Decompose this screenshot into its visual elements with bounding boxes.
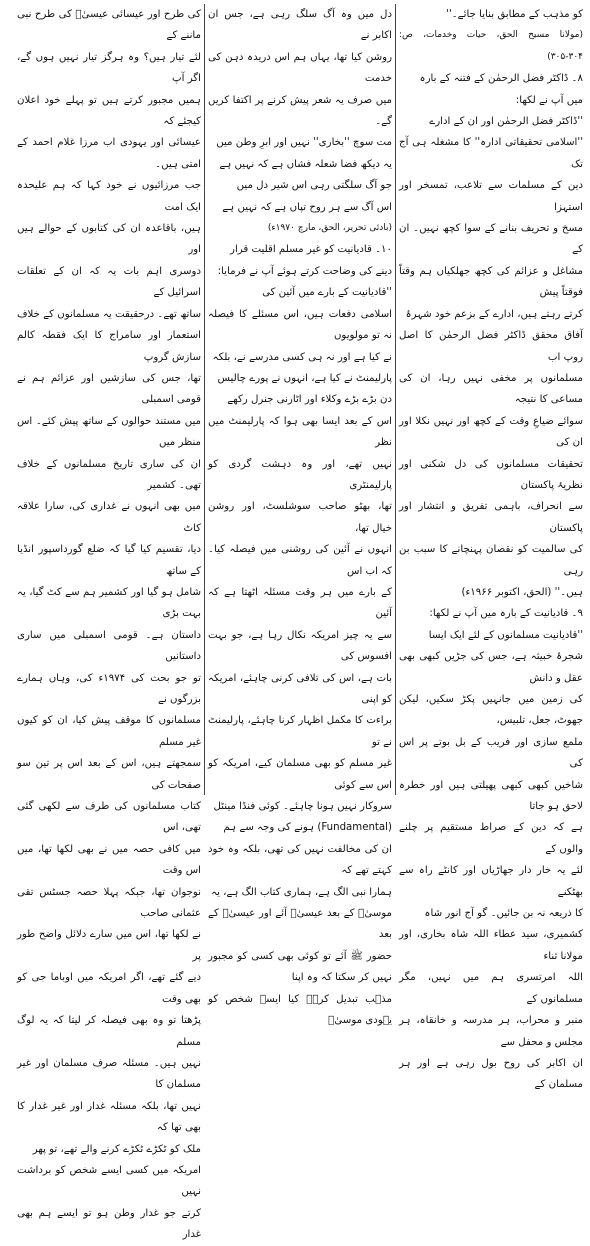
text-line: داستان ہے۔ قومی اسمبلی میں ساری داستانیں — [17, 629, 201, 663]
text-line: سوائے ضیاعِ وقت کے کچھ اور نہیں نکلا اور ان کی — [399, 415, 583, 449]
citation-line: (مولانا مسیح الحق، حیات وخدمات، ص: ۳۰۴-۳۰۵) — [399, 30, 583, 62]
text-line: مسلمانوں کا موقف پیش کیا، ان کو کیوں غیر مسلم — [17, 715, 201, 748]
text-line: دل میں وہ آگ سلگ رہی ہے، جس ان اکابر نے — [208, 9, 392, 42]
text-line: ملمع سازی اور فریب کے بل بوتے پر اس کی — [399, 736, 583, 770]
text-line: ہمیں مجبور کرتے ہیں تو پہلے خود اعلان کیجئے کہ — [17, 94, 201, 128]
text-line: حضور ﷺ آئے تو کوئی بھی کسی کو مجبور نہیں کر سکتا کہ وہ اپنا — [208, 950, 392, 984]
text-line: ملک کو ٹکڑے ٹکڑے کرنے والے تھے، تو پھر — [32, 1143, 201, 1155]
text-line: (Fundamental) ہونے کی وجہ سے ہم — [223, 822, 392, 834]
text-line: براءت کا مکمل اظہار کرنا چاہئے، پارلیمنٹ نے تو — [208, 715, 392, 748]
text-line: کی زمین میں جانہیں پکڑ سکیں، لیکن جھوٹ، جعل، تلبیس، — [399, 694, 583, 727]
text-line: ان کی ساری تاریخ مسلمانوں کے خلاف تھی۔ کشمیر — [17, 458, 201, 491]
text-line: میں کافی حصہ میں نے بھی لکھا تھا، میں اس وقت — [17, 843, 201, 877]
text-line: میں آپ نے لکھا: — [515, 94, 583, 106]
text-line: اسلامی دفعات ہیں، اس مسئلے کا فیصلہ نہ تو مولویوں — [208, 308, 392, 342]
text-line: نے کیا ہے اور نہ ہی کسی مدرسے نے، بلکہ — [212, 351, 392, 363]
text-line: ''قادیانیت کے بارے میں آئین کی — [262, 287, 392, 299]
text-line: روشن کیا تھا، یہاں ہم اس دریدہ دہن کی خدمت — [208, 51, 392, 85]
text-line: استعمار اور سامراج کا ایک فقطہ کالم سازش گروپ — [17, 330, 201, 363]
text-line: نہیں تھے، اور وہ دہشت گردی کو پارلیمنٹری — [208, 458, 392, 491]
text-line: ہیں، باقاعدہ ان کی کتابوں کے حوالے ہیں اور — [17, 223, 201, 256]
text-line: تو جو بحث کی ۱۹۷۴ء کی، وہاں ہمارے بزرگوں نے — [17, 672, 201, 705]
text-line: میں مستند حوالوں کے ساتھ پیش کئے۔ اس منظر میں — [17, 415, 201, 449]
text-line: دوسری اہم بات یہ کہ ان کے تعلقات اسرائیل کے — [17, 265, 201, 299]
text-line: شاخیں کبھی کبھی پھیلتی ہیں اور خطرہ لاحق ہو جاتا — [399, 779, 583, 813]
text-line: میں صرف یہ شعر پیش کرنے پر اکتفا کریں گے۔ — [208, 94, 392, 128]
text-line: موسیٰؑ کے بعد عیسیٰؑ آئے اور عیسیٰؑ کے بعد — [208, 908, 392, 941]
text-line: ۸۔ ڈاکٹر فضل الرحمٰن کے فتنہ کے بارہ — [419, 73, 583, 85]
text-line: مشاغل و عزائم کی کچھ جھلکیاں ہم وقتاً فوقتاً پیش — [399, 265, 583, 299]
verse-line: مت سوچ ''بخاری'' نہیں اور ابرِ وطن میں — [216, 137, 392, 149]
text-line: کو مذہب کے مطابق بنایا جائے۔'' — [446, 9, 583, 20]
text-column-middle — [205, 4, 395, 1027]
verse-line: یہ دیکھ فضا شعلہ فشاں ہے کہ نہیں ہے — [219, 158, 392, 170]
text-line: ہے کہ دین کے صراط مستقیم پر چلنے والوں کے — [399, 822, 583, 855]
text-line: آفاق محقق ڈاکٹر فضل الرحمٰن کا اصل روپ اب — [399, 330, 583, 363]
text-line: اس کے بعد ایسا بھی ہوا کہ پارلیمنٹ میں نظر — [208, 415, 392, 449]
text-line: کی سالمیت کو نقصان پہنچانے کا سبب بن رہی — [399, 544, 583, 577]
text-line: سمجھتے ہیں، اس کے بعد اس پر تین سو صفحات کی — [17, 758, 201, 791]
text-line: ہمارا نبی الگ ہے، ہماری کتاب الگ ہے، یہ — [211, 886, 392, 898]
column-divider — [395, 4, 396, 795]
text-line: نہیں تھا، بلکہ مسئلہ غدار اور غیر غدار کا بھی تھا کہ — [17, 1100, 201, 1134]
text-line: بات ہے، اس کی تلافی کرنی چاہئے، امریکہ کو اپنی — [208, 672, 392, 705]
citation-line: ہیں۔'' (الحق، اکتوبر ۱۹۶۶ء) — [461, 586, 583, 598]
text-line: ان کی مخالفت نہیں کی تھی، بلکہ وہ خود کہتے تھے کہ — [208, 843, 392, 877]
text-line: امریکہ میں کسی ایسے شخص کو برداشت نہیں — [17, 1164, 201, 1198]
text-line: دینے کی وضاحت کرتے ہوئے آپ نے فرمایا: — [217, 265, 392, 277]
text-line: غیر مسلم کو بھی مسلمان کیے، امریکہ کو اس سے کوئی — [208, 758, 392, 791]
text-line: نوجوان تھا، جبکہ پہلا حصہ جسٹس تقی عثمانی صاحب — [17, 886, 201, 920]
text-line: کتاب مسلمانوں کی طرف سے لکھی گئی تھی، اس — [17, 801, 201, 834]
text-line: اللہ امرتسری ہم میں نہیں، مگر مسلمانوں کے — [399, 972, 583, 1005]
text-line: ۱۰۔ قادیانیت کو غیر مسلم اقلیت قرار — [230, 244, 392, 256]
text-line: شامل ہو گیا اور کشمیر ہم سے کٹ گیا، یہ بہت بڑی — [17, 586, 201, 620]
text-line: نہیں ہیں۔ مسئلہ صرف مسلمان اور غیر مسلمان کا — [17, 1057, 201, 1091]
text-line: سے انحراف، باہمی تفریق و انتشار اور پاکستان — [399, 501, 583, 534]
text-line: مسخ و تحریف بنانے کے سوا کچھ نہیں۔ ان کے — [399, 223, 583, 256]
text-line: دن بڑے بڑے وکلاء اور اٹارنی جنرل رکھے — [227, 394, 392, 406]
text-line: ان اکابر کی روح بول رہی ہے اور ہر مسلمان کے — [399, 1057, 583, 1091]
text-line: تحقیقات مسلمانوں کی دل شکنی اور نظریۂ پاکستان — [399, 458, 583, 491]
text-line: جب مرزائیوں نے خود کہا کہ ہم علیحدہ ایک امت — [17, 180, 201, 213]
text-line: مذہب تبدیل کرے۔ کیا ایسے شخص کو یہودی موسیٰؑ — [208, 993, 392, 1027]
text-line: کا ذریعہ نہ بن جائیں۔ گو آج انور شاہ — [424, 908, 583, 920]
text-column-left — [14, 4, 204, 1241]
text-line: میں بھی انہوں نے غداری کی، سارا علاقہ کاٹ — [17, 501, 201, 534]
text-line: دیا، تقسیم کیا گیا کہ ضلع گورداسپور انڈیا کے ساتھ — [17, 544, 201, 577]
text-line: دین کے مسلمات سے تلاعب، تمسخر اور استہزا — [399, 180, 583, 213]
text-line: تھا، جس کی سازشیں اور عزائم ہم نے قومی اسمبلی — [17, 372, 201, 406]
text-line: تھا، بھٹو صاحب سوشلسٹ، اور روشن خیال تھا، — [208, 501, 392, 534]
column-divider — [204, 4, 205, 795]
text-line: ''اسلامی تحقیقاتی ادارہ'' کا مشغلہ ہی آج تک — [399, 137, 583, 170]
text-line: منبر و محراب، ہر مدرسہ و خانقاہ، ہر مجلس و محفل سے — [399, 1015, 583, 1048]
text-column-right — [396, 4, 586, 1091]
text-line: عیسائی اور یہودی اب مرزا غلام احمد کے امتی ہیں۔ — [17, 137, 201, 170]
text-line: مسلمانوں پر مخفی نہیں رہا، ان کی مساعی کا نتیجہ — [399, 372, 583, 406]
text-line: ساتھ تھے۔ درحقیقت یہ مسلمانوں کے خلاف — [16, 308, 201, 320]
text-line: سروکار نہیں ہونا چاہئے۔ کوئی فنڈا مینٹل — [213, 801, 392, 813]
text-line: کرتے جو غدار وطن ہو تو ایسے ہم بھی غدار — [17, 1207, 201, 1241]
text-line: کے بارے میں ہر وقت مسئلہ اٹھتا ہے کہ آئین — [208, 586, 392, 620]
text-line: شجرۂ خبیثہ ہے، جس کی جڑیں کبھی بھی عقل و دانش — [399, 651, 583, 684]
text-line: انہوں نے آئین کی روشنی میں فیصلہ کیا۔ کہ اب اس — [208, 544, 392, 577]
text-line: ''قادیانیت مسلمانوں کے لئے ایک ایسا — [428, 629, 583, 641]
text-line: کی طرح اور عیسائی عیسیٰؑ کی طرح نبی ماننے کے — [17, 9, 201, 42]
text-line: پارلیمنٹ نے کیا ہے، انہوں نے پورے چالیس — [217, 372, 392, 384]
text-line: نے لکھا تھا، اس میں سارے دلائل واضح طور پر — [17, 929, 201, 962]
text-line: کشمیری، سید عطاء اللہ شاہ بخاری، اور مولانا ثناء — [399, 929, 583, 962]
verse-line: جو آگ سلگتی رہی اس شیر دل میں — [236, 180, 392, 192]
text-line: ''ڈاکٹر فضل الرحمٰن اور ان کے ادارے — [429, 116, 583, 128]
verse-line: اس آگ سے ہر روح تپاں ہے کہ نہیں ہے — [222, 201, 392, 213]
text-line: کرتے رہتے ہیں، ادارے کے بزعم خود شہرۂ — [405, 308, 583, 320]
text-line: دیے گئے تھے، اگر امریکہ میں اوباما جی کو بھی وقت — [17, 972, 201, 1005]
citation-line: (بادئی تحریر، الحق، مارچ ۱۹۷۰ء) — [267, 223, 392, 234]
text-line: پڑھتا تو وہ بھی فیصلہ کر لیتا کہ یہ لوگ مسلم — [17, 1015, 201, 1048]
text-line: ۹۔ قادیانیت کے بارہ میں آپ نے لکھا: — [429, 608, 583, 620]
text-line: لئے یہ خار دار جھاڑیاں اور کانٹے راہ سے بھٹکنے — [399, 865, 583, 898]
text-line: سے یہ چیز امریکہ نکال رہا ہے، جو بہت افسوس کی — [208, 629, 392, 663]
text-line: لئے تیار ہیں؟ وہ ہرگز تیار نہیں ہوں گے، اگر آپ — [17, 51, 201, 85]
